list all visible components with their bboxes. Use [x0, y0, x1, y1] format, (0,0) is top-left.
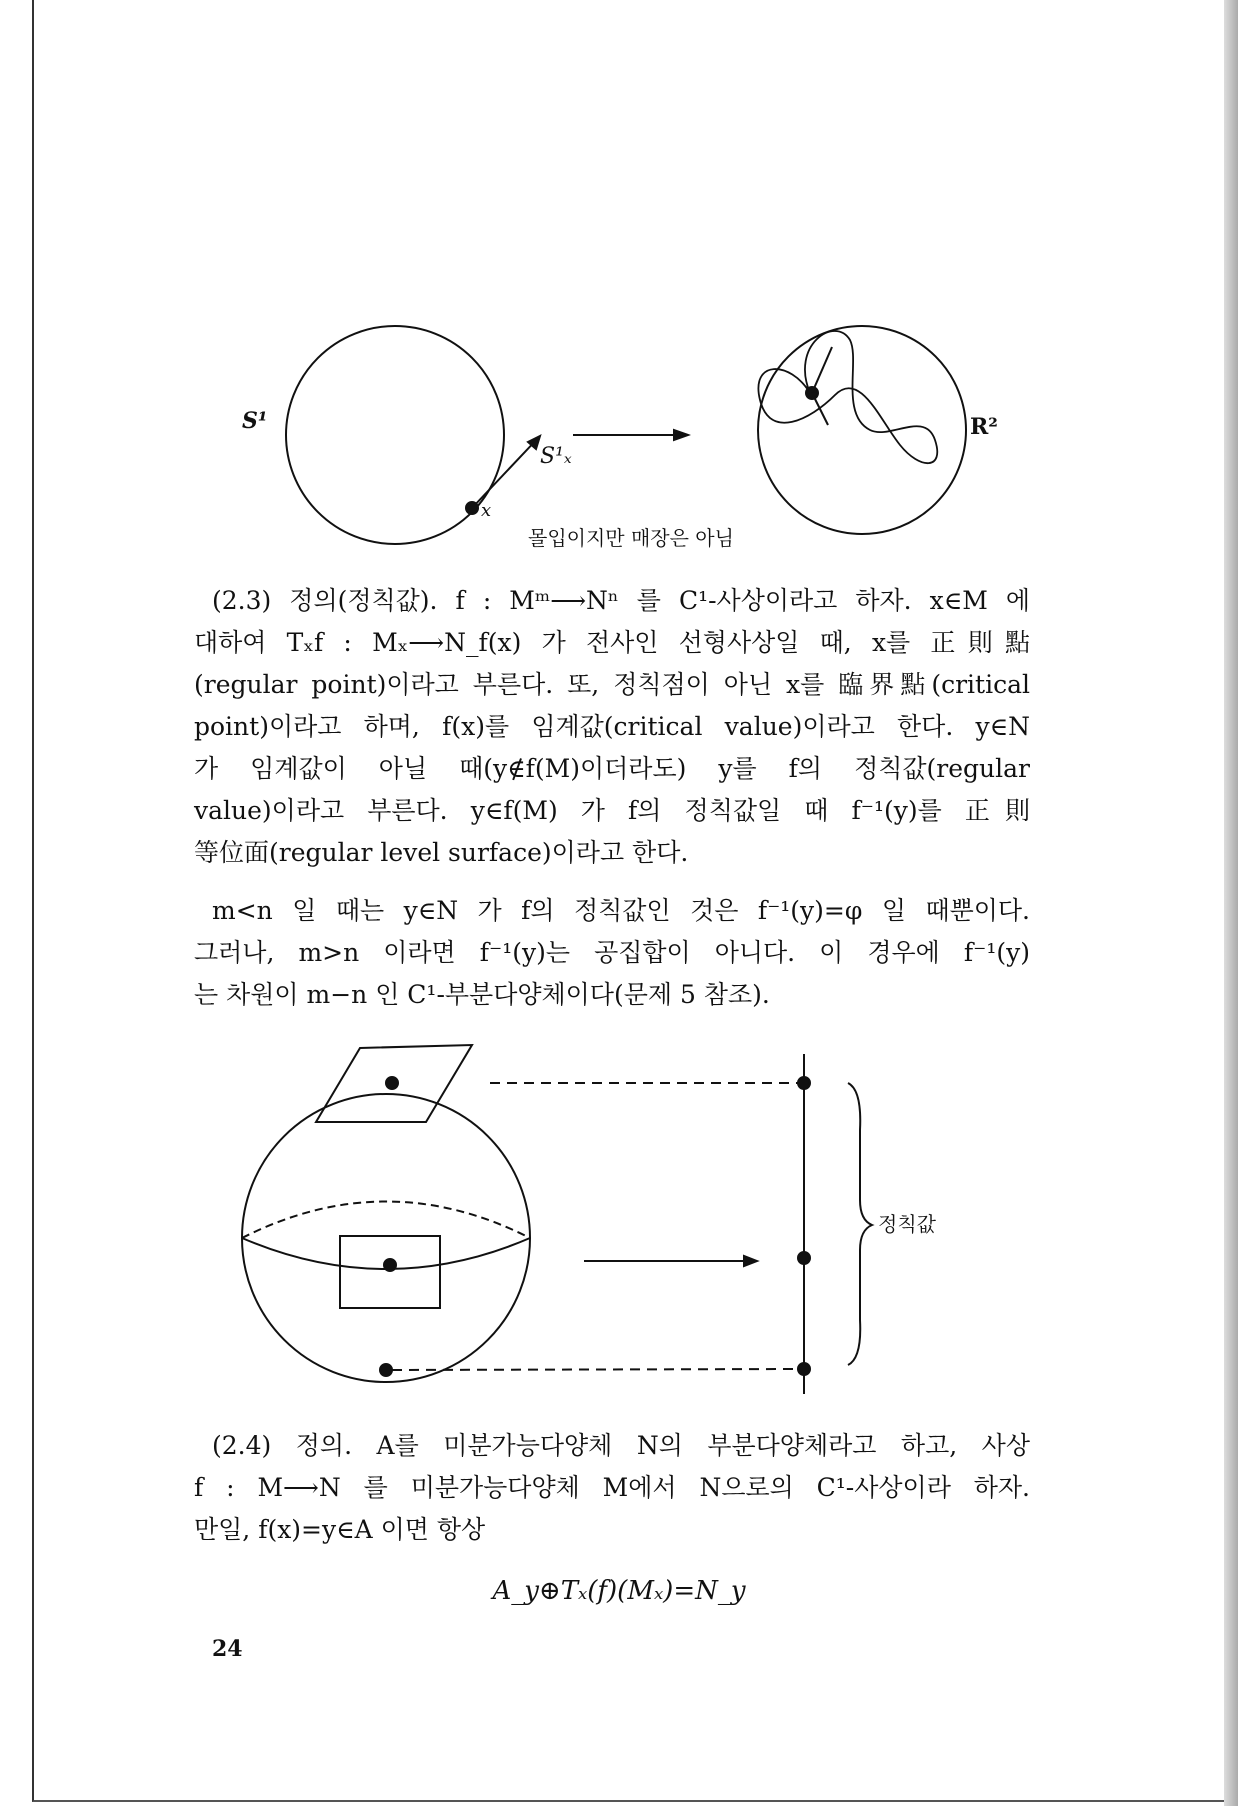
- text-line: 等位面(regular level surface)이라고 한다.: [194, 838, 689, 867]
- circle-r2: [758, 326, 966, 534]
- point-x: [466, 502, 478, 514]
- label-s1: S¹: [242, 408, 268, 434]
- page-number: 24: [212, 1636, 243, 1662]
- figure-regular-values: [242, 1045, 872, 1394]
- figure-immersion: [286, 326, 966, 544]
- label-tangent-space: S¹ₓ: [540, 444, 572, 469]
- definition-2-4: [194, 1425, 1030, 1551]
- text-line: (2.4) 정의. A를 미분가능다양체 N의 부분다양체라고 하고, 사상: [212, 1431, 1030, 1460]
- brace-label: 정칙값: [878, 1212, 936, 1236]
- point-bottom: [380, 1364, 392, 1376]
- tangent-arrow: [472, 436, 540, 508]
- point-top: [386, 1077, 398, 1089]
- figure1-caption: 몰입이지만 매장은 아님: [528, 526, 734, 550]
- text-line: 가 임계값이 아닐 때(y∉f(M)이더라도) y를 f의 정칙값(regular: [194, 754, 1030, 783]
- label-x: x: [481, 500, 492, 521]
- definition-2-3: [194, 580, 1030, 874]
- image-tangent-up: [812, 347, 832, 393]
- label-r2: R²: [970, 414, 998, 440]
- map-arrowhead: [674, 430, 688, 440]
- equator-back: [242, 1202, 530, 1239]
- dashed-bottom: [392, 1369, 798, 1370]
- brace: [848, 1083, 872, 1365]
- text-line: 는 차원이 m−n 인 C¹-부분다양체이다(문제 5 참조).: [194, 980, 770, 1009]
- immersed-curve: [758, 331, 937, 463]
- text-line: (regular point)이라고 부른다. 또, 정칙점이 아닌 x를 臨界點(critical: [194, 670, 1030, 699]
- text-line: m<n 일 때는 y∈N 가 f의 정칙값인 것은 f⁻¹(y)=φ 일 때뿐이다.: [212, 896, 1030, 925]
- text-line: 대하여 Tₓf : Mₓ⟶N_f(x) 가 전사인 선형사상일 때, x를 正則點: [194, 628, 1030, 657]
- text-line: value)이라고 부른다. y∈f(M) 가 f의 정칙값일 때 f⁻¹(y)를 正則: [194, 796, 1030, 825]
- paragraph-submanifold: [194, 890, 1030, 1016]
- projection-arrowhead: [744, 1256, 757, 1266]
- text-line: point)이라고 하며, f(x)를 임계값(critical value)이라고 한다. y∈N: [194, 712, 1030, 741]
- value-bottom: [798, 1363, 810, 1375]
- transversality-equation: A_y⊕Tₓ(f)(Mₓ)=N_y: [492, 1576, 746, 1606]
- text-line: (2.3) 정의(정칙값). f : Mᵐ⟶Nⁿ 를 C¹-사상이라고 하자. x∈M 에: [212, 586, 1030, 615]
- text-line: 그러나, m>n 이라면 f⁻¹(y)는 공집합이 아니다. 이 경우에 f⁻¹(y): [194, 938, 1030, 967]
- image-tangent-down: [812, 393, 828, 425]
- point-middle: [384, 1259, 396, 1271]
- value-middle: [798, 1252, 810, 1264]
- value-top: [798, 1077, 810, 1089]
- text-line: 만일, f(x)=y∈A 이면 항상: [194, 1515, 486, 1544]
- text-line: f : M⟶N 를 미분가능다양체 M에서 N으로의 C¹-사상이라 하자.: [194, 1473, 1030, 1502]
- sphere: [242, 1094, 530, 1382]
